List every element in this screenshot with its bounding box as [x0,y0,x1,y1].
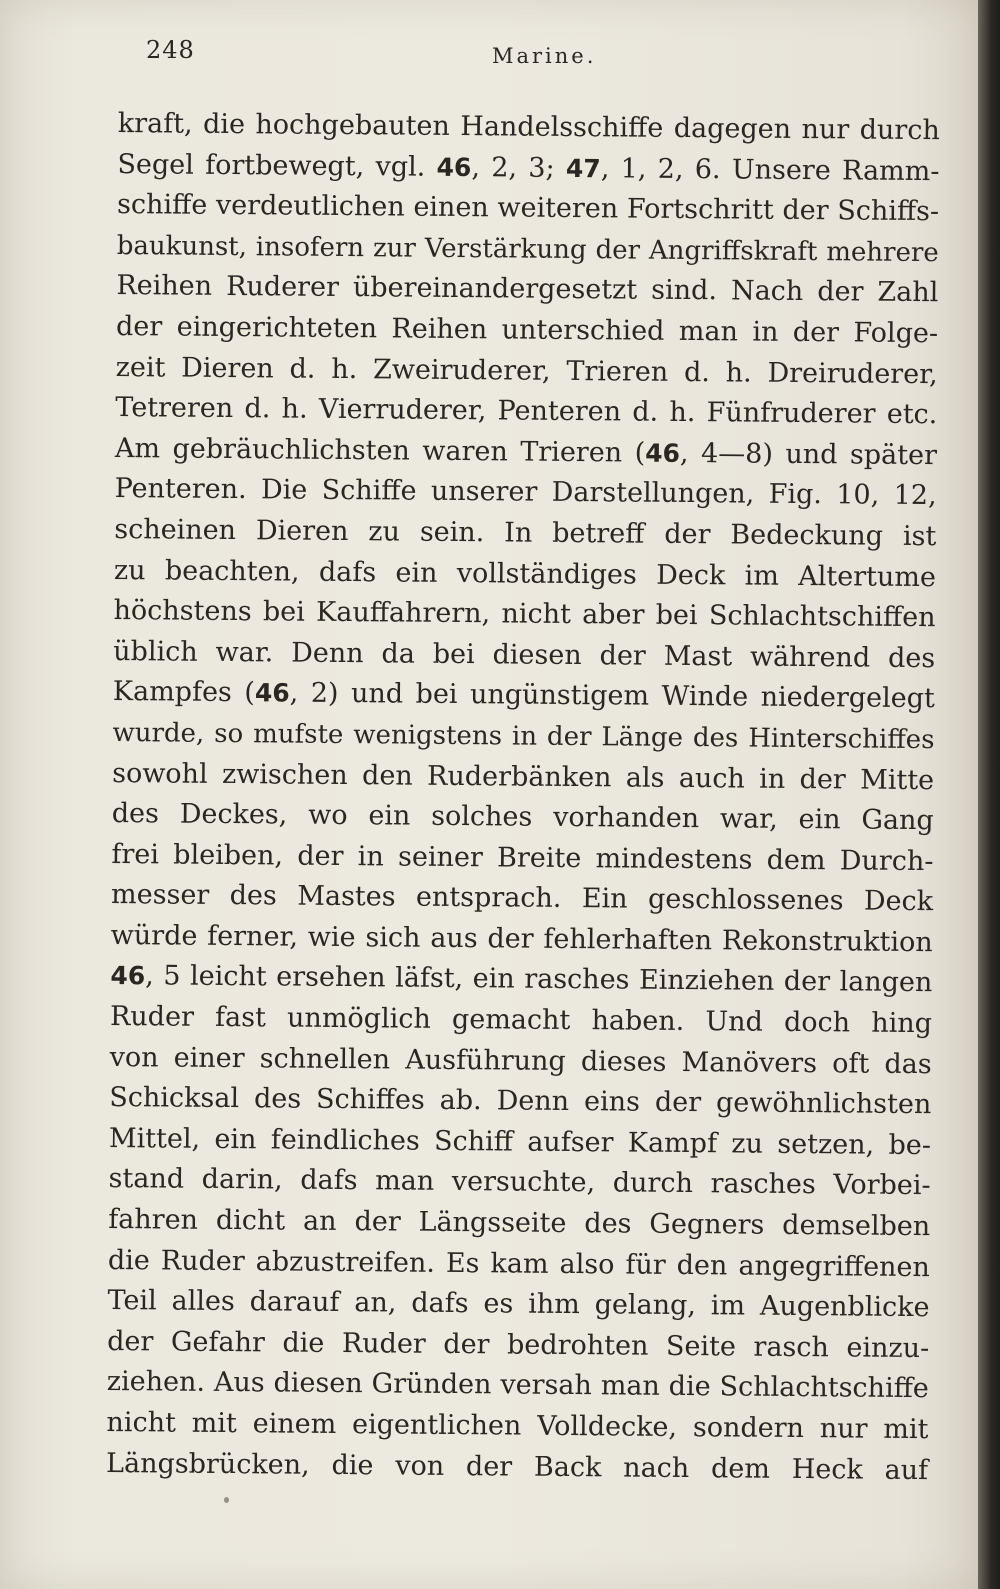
text-segment: Penteren. Die Schiffe unserer Darstellungen, Fig. 10, 12, [114,473,937,512]
text-segment: nicht mit einem eigentlichen Volldecke, sondern nur mit [106,1406,929,1446]
text-segment: Segel fortbewegt, vgl. [117,148,437,183]
text-segment: die Ruder abzustreifen. Es kam also für den angegriffenen [107,1244,931,1283]
text-segment: wurde, so mufste wenigstens in der Länge des Hinterschiffes [112,717,935,756]
text-line [110,956,932,1004]
page-number: 248 [146,36,195,64]
text-line [106,1403,928,1451]
text-line [115,388,937,436]
text-line [112,713,934,761]
text-segment: messer des Mastes entsprach. Ein geschlossenes Deck [110,879,934,918]
text-segment: Längsbrücken, die von der Back nach dem Heck auf [106,1447,929,1486]
text-segment: kraft, die hochgebauten Handelsschiffe dagegen nur durch [117,107,940,147]
text-segment: von einer schnellen Ausführung dieses Manövers oft das [109,1041,932,1080]
text-segment: üblich war. Denn da bei diesen der Mast während des [113,635,936,674]
text-segment: Tetreren d. h. Vierruderer, Penteren d. h. Fünfruderer etc. [115,392,938,431]
text-line [113,632,935,680]
text-line [106,1444,928,1492]
text-segment: Am gebräuchlichsten waren Trieren ( [114,432,646,469]
text-line [109,1078,931,1126]
text-segment: frei bleiben, der in seiner Breite mindestens dem Durch- [111,838,934,877]
text-segment: , 1, 2, 6. Unsere Ramm- [600,152,940,187]
text-line [112,753,934,801]
text-line [107,1322,929,1370]
plate-reference: 46 [110,961,146,991]
page-header [0,32,978,76]
paper-speck [224,1497,229,1503]
text-segment: ziehen. Aus diesen Gründen versah man die Schlachtschiffe [106,1366,929,1405]
text-segment: höchstens bei Kauffahrern, nicht aber bei Schlachtschiffen [113,595,936,634]
text-line [111,916,933,964]
text-line [107,1362,929,1410]
text-line [116,307,938,355]
text-segment: sowohl zwischen den Ruderbänken als auch in der Mitte [112,757,935,796]
text-line [118,104,940,152]
text-line [111,835,933,883]
text-segment: zu beachten, dafs ein vollständiges Deck im Altertume [113,554,937,593]
text-line [113,591,935,639]
text-segment: würde ferner, wie sich aus der fehlerhaften Rekonstruktion [110,919,933,959]
text-line [117,185,939,233]
text-line [113,672,935,720]
text-segment: Schicksal des Schiffes ab. Denn eins der gewöhnlichsten [109,1082,932,1121]
text-line [114,510,936,558]
plate-reference: 46 [645,438,681,468]
text-line [116,266,938,314]
text-line [109,1038,931,1086]
text-segment: Kampfes ( [112,676,256,709]
text-line [112,794,934,842]
text-segment: , 4—8) und später [679,437,938,471]
text-segment: des Deckes, wo ein solches vorhanden war, ein Gang [111,798,934,837]
text-line [110,997,932,1045]
text-segment: der Gefahr die Ruder der bedrohten Seite rasch einzu- [107,1325,930,1364]
text-segment: baukunst, insofern zur Verstärkung der Angriffskraft mehrere [116,230,939,268]
body-text [106,104,940,1511]
text-segment: der eingerichteten Reihen unterschied man in der Folge- [115,310,939,350]
text-line [107,1281,929,1329]
text-line [117,226,939,274]
text-line [114,469,936,517]
text-segment: , 2, 3; [471,151,567,184]
text-segment: schiffe verdeutlichen einen weiteren Fortschritt der Schiffs- [116,189,940,228]
text-line [108,1200,930,1248]
text-segment: , 5 leicht ersehen läfst, ein rasches Einziehen der langen [145,960,933,999]
text-segment: Reihen Ruderer übereinandergesetzt sind. Nach der Zahl [116,270,939,309]
plate-reference: 47 [565,153,601,183]
text-line [116,348,938,396]
text-line [108,1241,930,1289]
text-segment: zeit Dieren d. h. Zweiruderer, Trieren d. h. Dreiruderer, [115,351,938,390]
text-line [108,1159,930,1207]
text-segment: Teil alles darauf an, dafs es ihm gelang, im Augenblicke [107,1285,930,1324]
plate-reference: 46 [254,678,290,708]
text-line [109,1119,931,1167]
text-line [117,145,939,193]
text-segment: stand darin, dafs man versuchte, durch rasches Vorbei- [108,1163,931,1202]
text-line [114,551,936,599]
text-segment: fahren dicht an der Längsseite des Gegners demselben [108,1203,931,1243]
text-segment: Mittel, ein feindliches Schiff aufser Kampf zu setzen, be- [108,1122,932,1161]
text-segment: , 2) und bei ungünstigem Winde niedergelegt [289,677,935,715]
text-segment: scheinen Dieren zu sein. In betreff der Bedeckung ist [114,513,937,553]
running-head: Marine. [492,44,597,68]
text-line [111,875,933,923]
text-segment: Ruder fast unmöglich gemacht haben. Und doch hing [109,1001,933,1040]
page-edge-shadow [978,0,1000,1589]
plate-reference: 46 [436,152,472,182]
text-line [115,429,937,477]
